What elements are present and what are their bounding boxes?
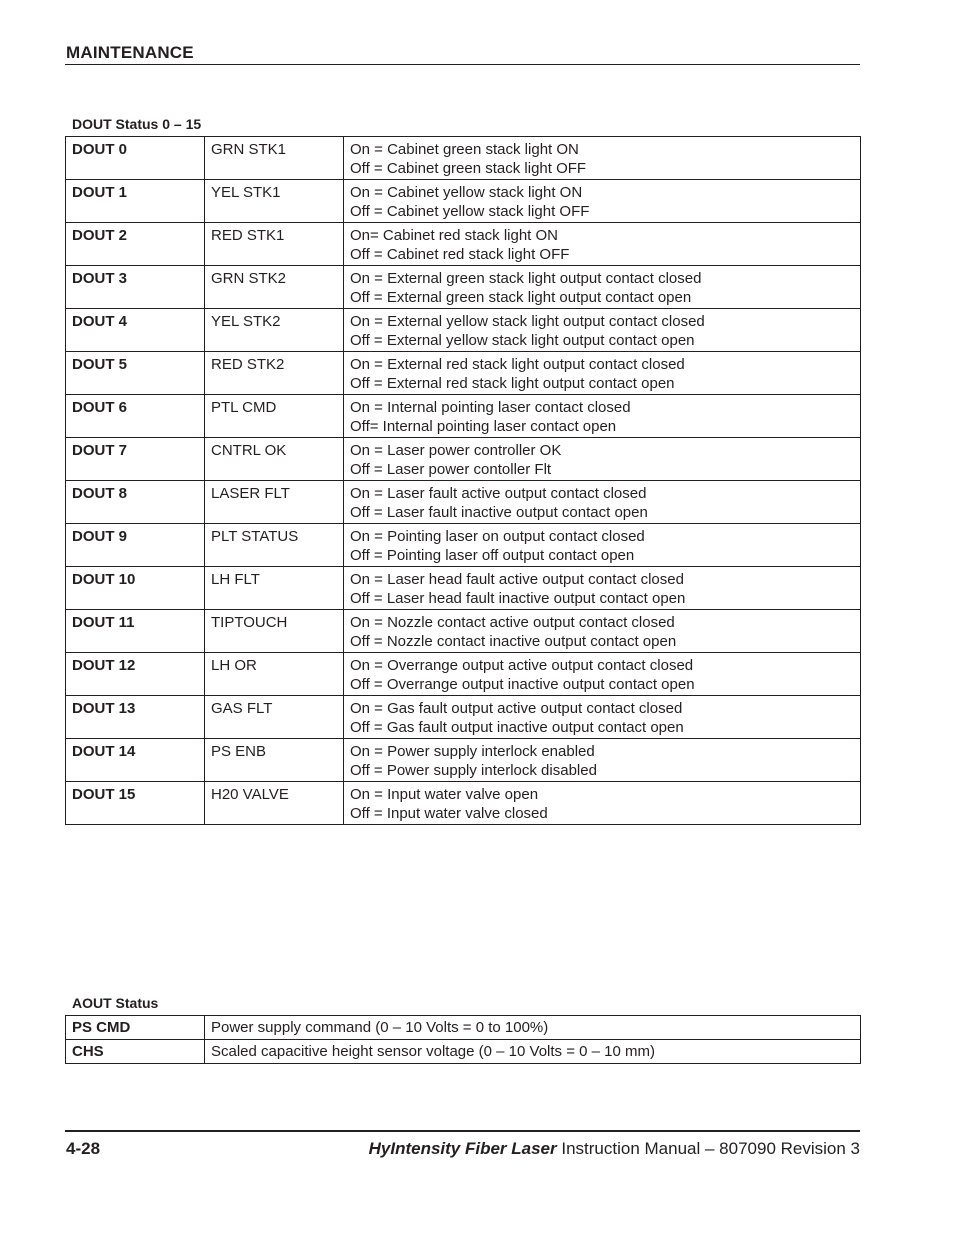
dout-id-cell: DOUT 9: [66, 524, 205, 567]
on-state-text: On = Power supply interlock enabled: [350, 743, 595, 760]
off-state-text: Off = External green stack light output contact open: [350, 289, 692, 306]
table-row: [66, 739, 861, 782]
on-state-text: On = External red stack light output contact closed: [350, 356, 685, 373]
footer-divider: [65, 1130, 860, 1132]
dout-id-cell: DOUT 14: [66, 739, 205, 782]
on-state-text: On= Cabinet red stack light ON: [350, 227, 559, 244]
on-state-text: On = Nozzle contact active output contact closed: [350, 614, 675, 631]
page-number: 4-28: [66, 1139, 101, 1158]
dout-signal-cell: RED STK1: [205, 223, 344, 266]
dout-signal-cell: CNTRL OK: [205, 438, 344, 481]
dout-description-cell: [344, 567, 861, 610]
dout-signal-cell: GAS FLT: [205, 696, 344, 739]
on-state-text: On = Input water valve open: [350, 786, 539, 803]
table-row: [66, 352, 861, 395]
on-state-text: On = Internal pointing laser contact closed: [350, 399, 631, 416]
dout-id-cell: DOUT 3: [66, 266, 205, 309]
aout-id-cell: CHS: [66, 1040, 205, 1064]
table-row: [66, 524, 861, 567]
dout-description-cell: [344, 352, 861, 395]
dout-description-cell: [344, 782, 861, 825]
off-state-text: Off = Laser fault inactive output contact open: [350, 504, 648, 521]
table-row: [66, 610, 861, 653]
off-state-text: Off = Overrange output inactive output contact open: [350, 676, 695, 693]
off-state-text: Off = Cabinet green stack light OFF: [350, 160, 587, 177]
table-row: [66, 653, 861, 696]
aout-description-cell: Scaled capacitive height sensor voltage (0 – 10 Volts = 0 – 10 mm): [205, 1040, 861, 1064]
dout-description-cell: [344, 524, 861, 567]
off-state-text: Off = Cabinet red stack light OFF: [350, 246, 570, 263]
dout-id-cell: DOUT 8: [66, 481, 205, 524]
dout-signal-cell: LH OR: [205, 653, 344, 696]
table-row: [66, 266, 861, 309]
dout-signal-cell: GRN STK2: [205, 266, 344, 309]
table-row: [66, 1016, 861, 1040]
dout-signal-cell: GRN STK1: [205, 137, 344, 180]
table-row: [66, 567, 861, 610]
table-row: [66, 180, 861, 223]
product-name: HyIntensity Fiber Laser: [368, 1139, 557, 1158]
dout-signal-cell: PTL CMD: [205, 395, 344, 438]
off-state-text: Off = Input water valve closed: [350, 805, 548, 822]
table-row: [66, 395, 861, 438]
dout-status-table: [65, 136, 861, 825]
dout-id-cell: DOUT 2: [66, 223, 205, 266]
off-state-text: Off = Laser power contoller Flt: [350, 461, 552, 478]
on-state-text: On = External yellow stack light output contact closed: [350, 313, 705, 330]
section-title: MAINTENANCE: [66, 43, 194, 62]
off-state-text: Off = Cabinet yellow stack light OFF: [350, 203, 590, 220]
manual-title: Instruction Manual – 807090 Revision 3: [556, 1139, 860, 1158]
footer-doc-title: [369, 1139, 860, 1159]
dout-signal-cell: H20 VALVE: [205, 782, 344, 825]
dout-description-cell: [344, 180, 861, 223]
dout-id-cell: DOUT 6: [66, 395, 205, 438]
dout-table-caption: DOUT Status 0 – 15: [72, 116, 202, 132]
aout-description-cell: Power supply command (0 – 10 Volts = 0 to 100%): [205, 1016, 861, 1040]
on-state-text: On = External green stack light output contact closed: [350, 270, 702, 287]
dout-id-cell: DOUT 1: [66, 180, 205, 223]
table-row: [66, 481, 861, 524]
dout-id-cell: DOUT 10: [66, 567, 205, 610]
dout-description-cell: [344, 137, 861, 180]
on-state-text: On = Laser power controller OK: [350, 442, 562, 459]
aout-table-caption: AOUT Status: [72, 995, 159, 1011]
on-state-text: On = Gas fault output active output contact closed: [350, 700, 683, 717]
dout-signal-cell: RED STK2: [205, 352, 344, 395]
on-state-text: On = Cabinet green stack light ON: [350, 141, 579, 158]
dout-id-cell: DOUT 12: [66, 653, 205, 696]
table-row: [66, 137, 861, 180]
table-row: [66, 1040, 861, 1064]
dout-id-cell: DOUT 15: [66, 782, 205, 825]
on-state-text: On = Laser fault active output contact closed: [350, 485, 647, 502]
dout-description-cell: [344, 696, 861, 739]
dout-id-cell: DOUT 11: [66, 610, 205, 653]
dout-signal-cell: TIPTOUCH: [205, 610, 344, 653]
dout-description-cell: [344, 610, 861, 653]
aout-status-table: [65, 1015, 861, 1064]
dout-signal-cell: LH FLT: [205, 567, 344, 610]
table-row: [66, 696, 861, 739]
dout-signal-cell: YEL STK2: [205, 309, 344, 352]
off-state-text: Off = Pointing laser off output contact open: [350, 547, 635, 564]
off-state-text: Off = Gas fault output inactive output contact open: [350, 719, 684, 736]
on-state-text: On = Cabinet yellow stack light ON: [350, 184, 583, 201]
table-row: [66, 438, 861, 481]
dout-id-cell: DOUT 13: [66, 696, 205, 739]
on-state-text: On = Laser head fault active output contact closed: [350, 571, 684, 588]
dout-description-cell: [344, 309, 861, 352]
dout-id-cell: DOUT 0: [66, 137, 205, 180]
dout-description-cell: [344, 395, 861, 438]
dout-signal-cell: YEL STK1: [205, 180, 344, 223]
table-row: [66, 782, 861, 825]
dout-description-cell: [344, 481, 861, 524]
off-state-text: Off= Internal pointing laser contact open: [350, 418, 617, 435]
dout-id-cell: DOUT 5: [66, 352, 205, 395]
table-row: [66, 223, 861, 266]
dout-description-cell: [344, 653, 861, 696]
table-row: [66, 309, 861, 352]
off-state-text: Off = Power supply interlock disabled: [350, 762, 597, 779]
dout-signal-cell: PLT STATUS: [205, 524, 344, 567]
on-state-text: On = Pointing laser on output contact closed: [350, 528, 645, 545]
dout-description-cell: [344, 438, 861, 481]
dout-id-cell: DOUT 4: [66, 309, 205, 352]
off-state-text: Off = Nozzle contact inactive output contact open: [350, 633, 677, 650]
dout-signal-cell: LASER FLT: [205, 481, 344, 524]
off-state-text: Off = External yellow stack light output contact open: [350, 332, 695, 349]
dout-description-cell: [344, 266, 861, 309]
aout-id-cell: PS CMD: [66, 1016, 205, 1040]
dout-id-cell: DOUT 7: [66, 438, 205, 481]
dout-description-cell: [344, 739, 861, 782]
header-divider: [65, 64, 860, 65]
off-state-text: Off = External red stack light output contact open: [350, 375, 675, 392]
off-state-text: Off = Laser head fault inactive output contact open: [350, 590, 686, 607]
dout-signal-cell: PS ENB: [205, 739, 344, 782]
on-state-text: On = Overrange output active output contact closed: [350, 657, 694, 674]
dout-description-cell: [344, 223, 861, 266]
